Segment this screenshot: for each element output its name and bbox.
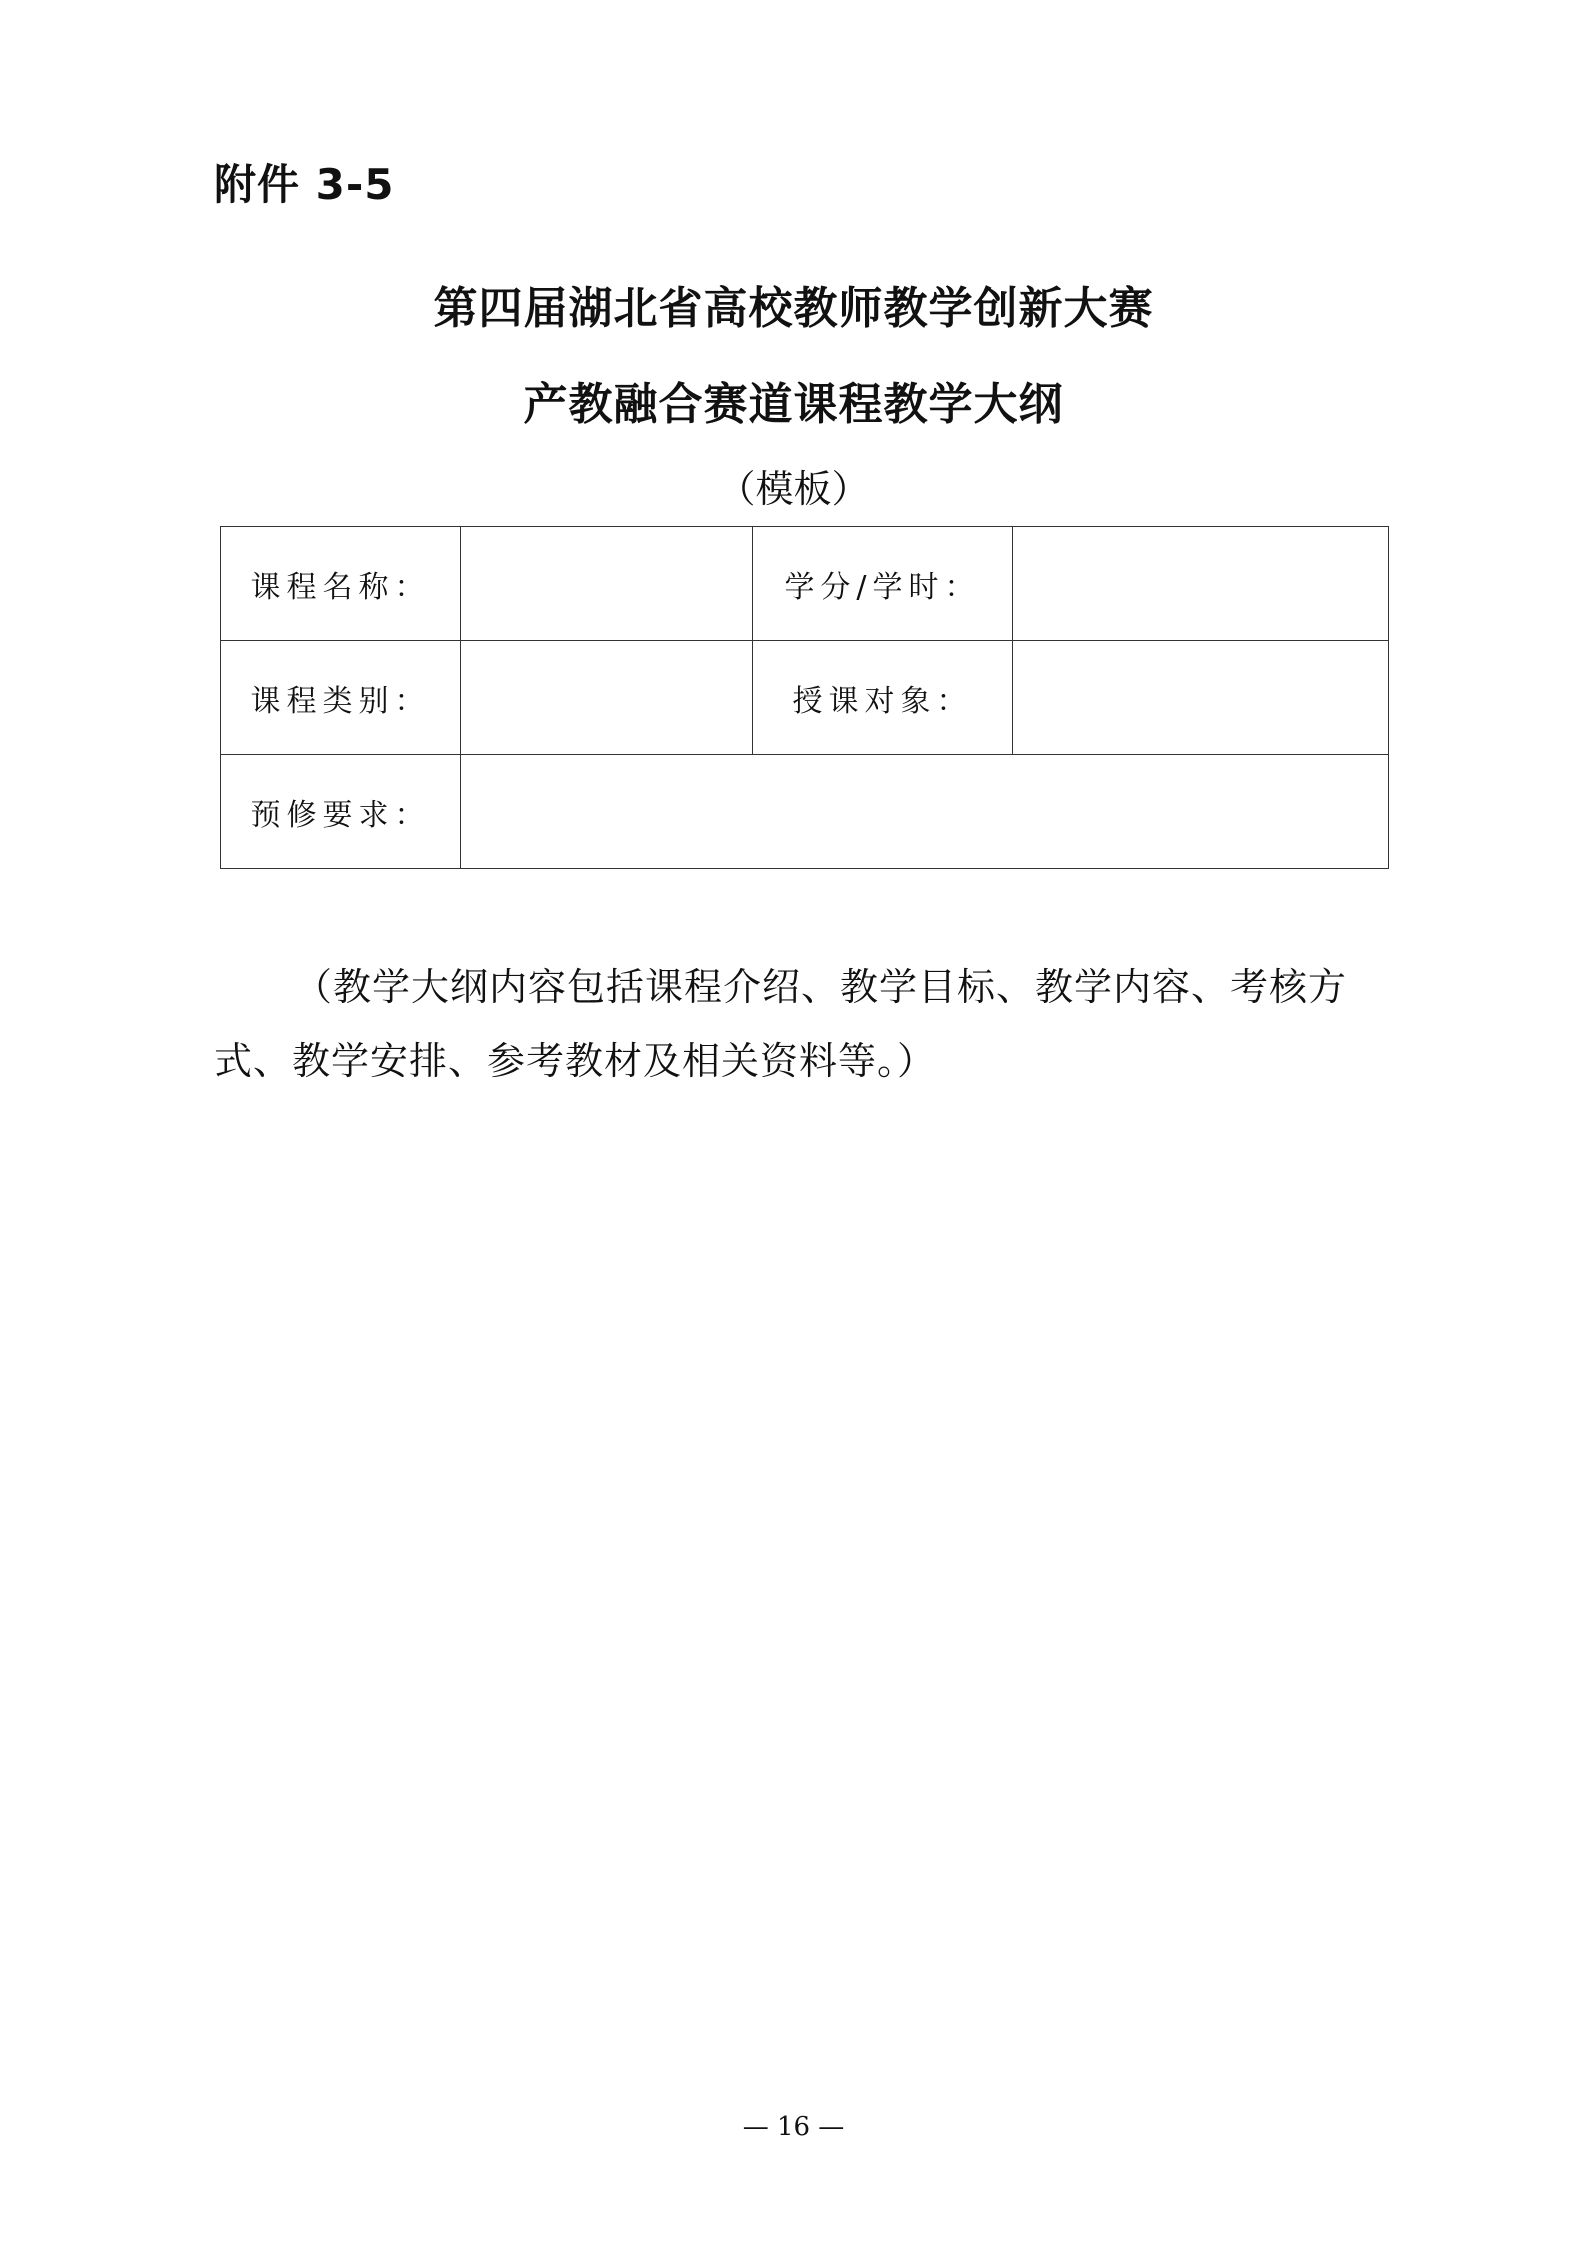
course-category-field[interactable] <box>461 641 753 755</box>
course-category-label: 课程类别： <box>221 641 461 755</box>
syllabus-instruction: （教学大纲内容包括课程介绍、教学目标、教学内容、考核方式、教学安排、参考教材及相关资料等。） <box>214 965 1348 1083</box>
credit-hours-label: 学分/学时： <box>753 527 1013 641</box>
prerequisites-label: 预修要求： <box>221 755 461 869</box>
course-name-field[interactable] <box>461 527 753 641</box>
document-subtitle: （模板） <box>717 467 870 511</box>
table-row <box>221 527 1389 641</box>
course-info-table <box>220 526 1389 869</box>
course-name-label: 课程名称： <box>221 527 461 641</box>
document-title-line-2: 产教融合赛道课程教学大纲 <box>523 379 1064 430</box>
table-row <box>221 641 1389 755</box>
attachment-label: 附件 3-5 <box>214 160 395 209</box>
prerequisites-field[interactable] <box>461 755 1389 869</box>
credit-hours-field[interactable] <box>1013 527 1389 641</box>
page-number: — 16 — <box>742 2112 845 2142</box>
table-row <box>221 755 1389 869</box>
target-students-field[interactable] <box>1013 641 1389 755</box>
document-title-line-1: 第四届湖北省高校教师教学创新大赛 <box>433 283 1154 334</box>
target-students-label: 授课对象： <box>753 641 1013 755</box>
